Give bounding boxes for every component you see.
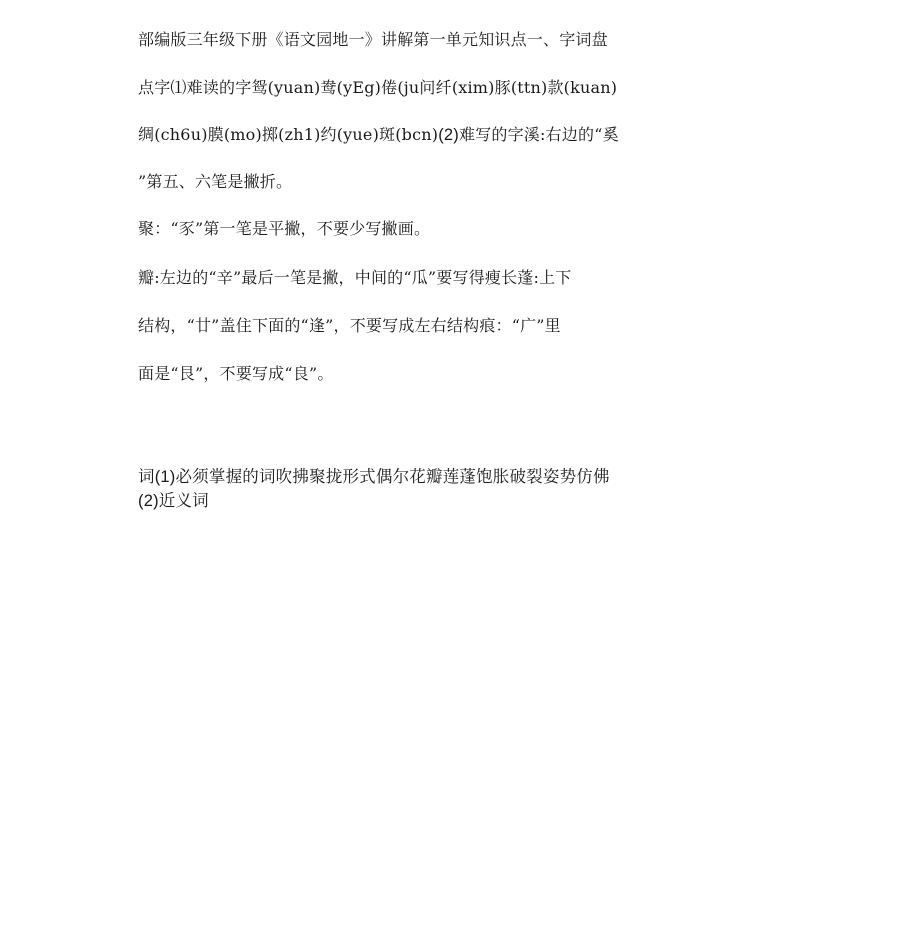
text-segment: 绸(ch6u)膜(mo)掷(zh1)约(yue)斑(bcn) xyxy=(138,125,439,144)
text-line: 面是“艮”，不要写成“良”。 xyxy=(138,364,334,383)
text-line: (2)近义词 xyxy=(138,492,209,510)
text-line: ”第五、六笔是撇折。 xyxy=(138,172,293,191)
text-line: 词(1)必须掌握的词吹拂聚拢形式偶尔花瓣莲蓬饱胀破裂姿势仿佛 xyxy=(138,468,610,486)
text-line: 点字⑴难读的字鸳(yuan)鸯(yEg)倦(ju问纤(xim)豚(ttn)款(kuan) xyxy=(138,78,618,97)
text-line: 部编版三年级下册《语文园地一》讲解第一单元知识点一、字词盘 xyxy=(138,30,608,49)
text-line: 聚：“豕”第一笔是平撇，不要少写撇画。 xyxy=(138,219,431,238)
text-line: 瓣:左边的“辛”最后一笔是撇，中间的“瓜”要写得瘦长蓬:上下 xyxy=(138,268,572,287)
text-line: 结构，“廿”盖住下面的“逢”，不要写成左右结构痕：“广”里 xyxy=(138,316,561,335)
text-line xyxy=(138,125,619,145)
text-segment: 难写的字溪:右边的“奚 xyxy=(459,125,619,144)
list-number: (2) xyxy=(438,126,459,144)
